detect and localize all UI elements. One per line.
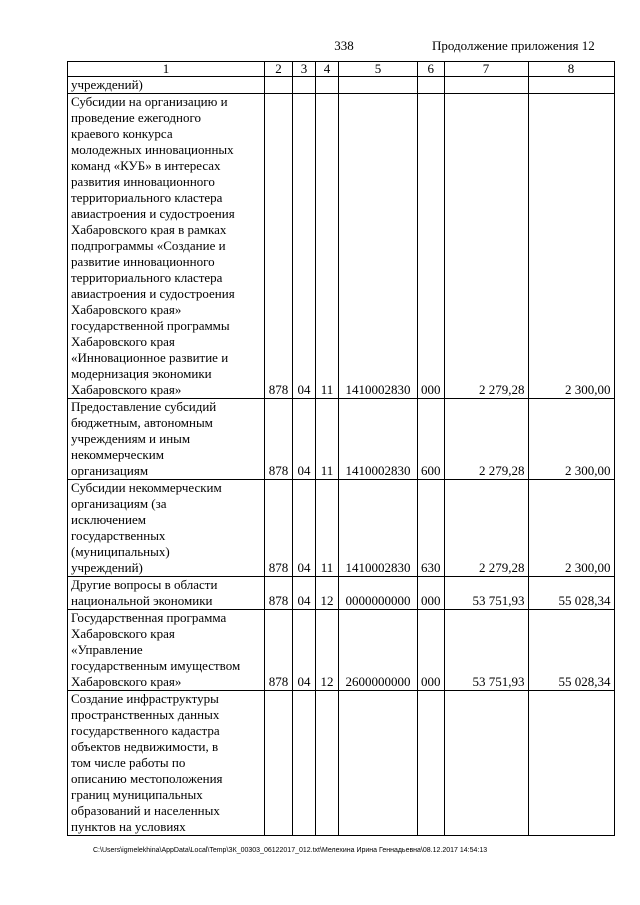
cell-subsection [316, 691, 339, 836]
cell-amount-7: 2 279,28 [444, 480, 528, 577]
page-number: 338 [334, 38, 354, 53]
cell-expense-type: 630 [418, 480, 445, 577]
continuation-label: Продолжение приложения 12 [432, 38, 595, 53]
cell-section: 04 [293, 94, 316, 399]
cell-expense-type: 600 [418, 399, 445, 480]
cell-target-article: 1410002830 [339, 399, 418, 480]
cell-amount-8: 2 300,00 [528, 480, 614, 577]
cell-amount-7: 53 751,93 [444, 610, 528, 691]
cell-section: 04 [293, 577, 316, 610]
row-name: учреждений) [68, 77, 265, 94]
cell-subsection: 12 [316, 577, 339, 610]
cell-target-article: 1410002830 [339, 94, 418, 399]
cell-target-article: 1410002830 [339, 480, 418, 577]
cell-section [293, 77, 316, 94]
row-name: Другие вопросы в области национальной экономики [68, 577, 265, 610]
row-name: Создание инфраструктуры пространственных данных государственного кадастра объектов недвижимости, в том числе работы по описанию местоположения границ муниципальных образований и населенных пунктов на условиях [68, 691, 265, 836]
cell-ministry-code: 878 [265, 94, 293, 399]
cell-target-article: 0000000000 [339, 577, 418, 610]
cell-target-article [339, 691, 418, 836]
cell-amount-7 [444, 691, 528, 836]
cell-ministry-code: 878 [265, 399, 293, 480]
cell-amount-8: 55 028,34 [528, 610, 614, 691]
column-header: 2 [265, 62, 293, 77]
table-row [68, 480, 615, 577]
cell-section: 04 [293, 480, 316, 577]
row-name: Государственная программа Хабаровского края «Управление государственным имуществом Хабаровского края» [68, 610, 265, 691]
cell-amount-8 [528, 77, 614, 94]
table-row [68, 77, 615, 94]
footer-file-path: C:\Users\igmelekhina\AppData\Local\Temp\ЗК_00303_06122017_012.txt\Мелехина Ирина Геннадьевна\08.12.2017 14:54:13 [93, 847, 488, 854]
cell-subsection: 11 [316, 94, 339, 399]
budget-table [67, 61, 615, 836]
cell-ministry-code: 878 [265, 480, 293, 577]
cell-subsection: 11 [316, 399, 339, 480]
cell-expense-type: 000 [418, 610, 445, 691]
cell-ministry-code: 878 [265, 610, 293, 691]
table-row [68, 691, 615, 836]
cell-ministry-code [265, 77, 293, 94]
column-header: 5 [339, 62, 418, 77]
cell-expense-type: 000 [418, 94, 445, 399]
cell-amount-8: 2 300,00 [528, 94, 614, 399]
cell-expense-type [418, 77, 445, 94]
column-header: 4 [316, 62, 339, 77]
table-header-row [68, 62, 615, 77]
column-header: 7 [444, 62, 528, 77]
cell-subsection: 12 [316, 610, 339, 691]
row-name: Предоставление субсидий бюджетным, автономным учреждениям и иным некоммерческим организациям [68, 399, 265, 480]
cell-amount-8 [528, 691, 614, 836]
cell-amount-7: 2 279,28 [444, 94, 528, 399]
cell-amount-8: 55 028,34 [528, 577, 614, 610]
column-header: 1 [68, 62, 265, 77]
cell-amount-7: 53 751,93 [444, 577, 528, 610]
table-row [68, 94, 615, 399]
row-name: Субсидии некоммерческим организациям (за исключением государственных (муниципальных) учреждений) [68, 480, 265, 577]
cell-ministry-code [265, 691, 293, 836]
table-row [68, 399, 615, 480]
cell-target-article: 2600000000 [339, 610, 418, 691]
cell-expense-type: 000 [418, 577, 445, 610]
column-header: 8 [528, 62, 614, 77]
cell-ministry-code: 878 [265, 577, 293, 610]
cell-section: 04 [293, 610, 316, 691]
cell-amount-8: 2 300,00 [528, 399, 614, 480]
table-row [68, 577, 615, 610]
cell-subsection [316, 77, 339, 94]
cell-subsection: 11 [316, 480, 339, 577]
cell-target-article [339, 77, 418, 94]
column-header: 6 [418, 62, 445, 77]
cell-amount-7: 2 279,28 [444, 399, 528, 480]
table-row [68, 610, 615, 691]
row-name: Субсидии на организацию и проведение ежегодного краевого конкурса молодежных инновационных команд «КУБ» в интересах развития инновационного территориального кластера авиастроения и судостроения Хабаровского края в рамках подпрограммы «Создание и развитие инновационного территориального кластера авиастроения и судостроения Хабаровского края» государственной программы Хабаровского края «Инновационное развитие и модернизация экономики Хабаровского края» [68, 94, 265, 399]
cell-expense-type [418, 691, 445, 836]
cell-section [293, 691, 316, 836]
cell-section: 04 [293, 399, 316, 480]
cell-amount-7 [444, 77, 528, 94]
column-header: 3 [293, 62, 316, 77]
